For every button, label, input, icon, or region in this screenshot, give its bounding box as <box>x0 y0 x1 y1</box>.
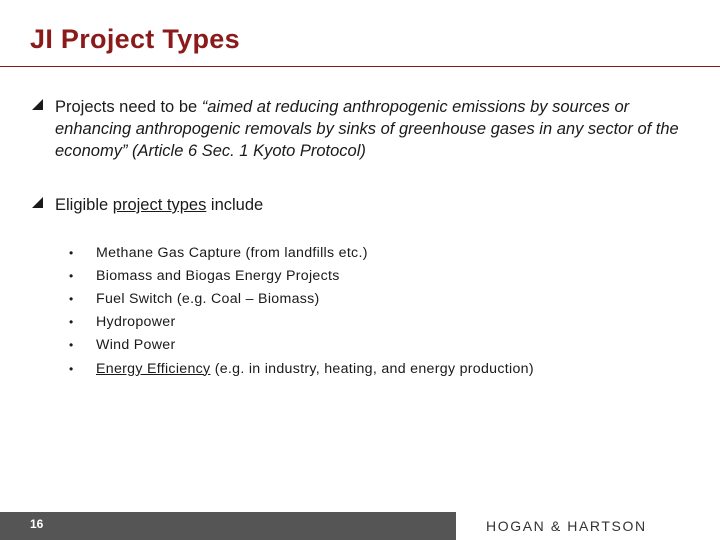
energy-efficiency-link: Energy Efficiency <box>96 360 211 377</box>
list-item-text: Biomass and Biogas Energy Projects <box>96 267 340 284</box>
footer-bar <box>0 512 456 540</box>
kyoto-quote: “aimed at reducing anthropogenic emissions by sources or enhancing anthropogenic removals by sinks of greenhouse gases in any sector of the economy” (Article 6 Sec. 1 Kyoto Protocol) <box>55 98 679 160</box>
bullet-dot-icon: • <box>69 338 74 353</box>
list-item <box>60 241 534 264</box>
bullet-requirement-text <box>55 96 682 162</box>
list-item <box>60 334 534 357</box>
list-item-text: Hydropower <box>96 314 176 331</box>
eligible-pre: Eligible <box>55 196 113 214</box>
energy-efficiency-detail: (e.g. in industry, heating, and energy production) <box>210 360 534 377</box>
bullet-dot-icon: • <box>69 361 74 376</box>
list-item-text: Fuel Switch (e.g. Coal – Biomass) <box>96 290 320 307</box>
slide-title: JI Project Types <box>30 24 240 54</box>
list-item-text: Methane Gas Capture (from landfills etc.) <box>96 244 368 261</box>
bullet-dot-icon: • <box>69 291 74 306</box>
bullet-requirement <box>32 96 682 162</box>
project-types-link: project types <box>112 196 207 214</box>
bullet-dot-icon: • <box>69 315 74 330</box>
list-item-text: Wind Power <box>96 337 176 354</box>
eligible-post: include <box>206 196 264 214</box>
project-types-list <box>60 241 534 380</box>
bullet-eligible-text <box>55 194 263 216</box>
list-item <box>60 311 534 334</box>
bullet-eligible <box>32 194 682 216</box>
bullet-dot-icon: • <box>69 268 74 283</box>
list-item <box>60 264 534 287</box>
title-divider <box>0 66 720 67</box>
requirement-lead: Projects need to be <box>55 98 202 116</box>
list-item <box>60 287 534 310</box>
firm-logo: HOGAN & HARTSON <box>486 518 647 534</box>
triangle-bullet-icon <box>32 99 43 110</box>
page-number: 16 <box>30 517 44 531</box>
list-item-text <box>96 361 534 377</box>
triangle-bullet-icon <box>32 197 43 208</box>
bullet-dot-icon: • <box>69 245 74 260</box>
list-item <box>60 357 534 380</box>
